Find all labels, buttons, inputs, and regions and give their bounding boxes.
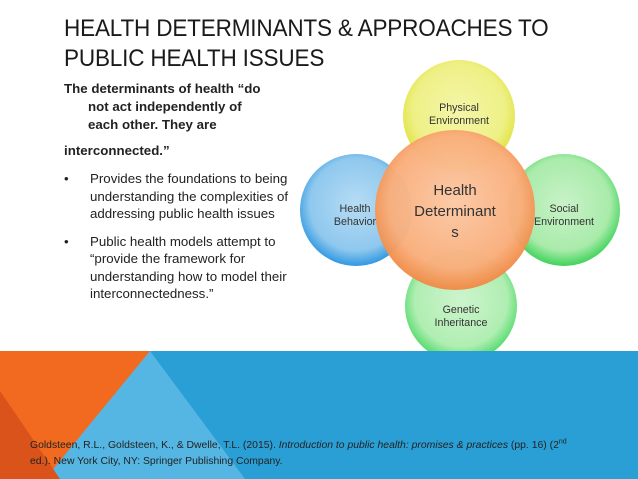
- citation: [30, 438, 620, 470]
- social-line-1: Social: [549, 203, 579, 215]
- center-line-2: Determinant: [414, 203, 496, 220]
- bullet-text: Public health models attempt to “provide the framework for understanding how to model their interconnectedness.”: [90, 233, 287, 301]
- center-line-3: s: [451, 224, 459, 241]
- physical-line-1: Physical: [439, 102, 479, 114]
- citation-authors: Goldsteen, R.L., Goldsteen, K., & Dwelle, T.L. (2015).: [30, 440, 279, 451]
- social-environment-label: [516, 203, 612, 229]
- center-line-1: Health: [433, 182, 477, 199]
- genetic-line-1: Genetic: [442, 304, 480, 316]
- physical-environment-label: [414, 102, 504, 128]
- quote-line-2: not act independently of: [88, 99, 242, 114]
- quote-line-3: each other. They are: [88, 117, 217, 132]
- quote-line-4: interconnected.”: [64, 143, 170, 158]
- genetic-inheritance-label: [416, 304, 506, 330]
- behavior-line-2: Behavior: [333, 216, 377, 228]
- citation-book-title: Introduction to public health: promises & practices: [278, 440, 509, 451]
- physical-line-2: Environment: [429, 115, 489, 127]
- quote-line-1: The determinants of health “do: [64, 81, 261, 96]
- health-determinants-label: [395, 180, 515, 243]
- title-line-1: HEALTH DETERMINANTS & APPROACHES TO: [64, 15, 549, 42]
- bullet-text: Provides the foundations to being understanding the complexities of addressing public health issues: [90, 171, 289, 221]
- behavior-line-1: Health: [339, 203, 371, 215]
- health-behavior-label: [320, 203, 390, 229]
- genetic-line-2: Inheritance: [434, 317, 488, 329]
- citation-pages: (pp. 16) (2: [508, 440, 559, 451]
- bullet-marker: •: [64, 171, 69, 186]
- bullet-marker: •: [64, 233, 69, 249]
- citation-edition-sup: nd: [558, 438, 567, 446]
- citation-line-2: ed.). New York City, NY: Springer Publishing Company.: [30, 456, 283, 467]
- title-line-2: PUBLIC HEALTH ISSUES: [64, 45, 325, 72]
- social-line-2: Environment: [534, 216, 594, 228]
